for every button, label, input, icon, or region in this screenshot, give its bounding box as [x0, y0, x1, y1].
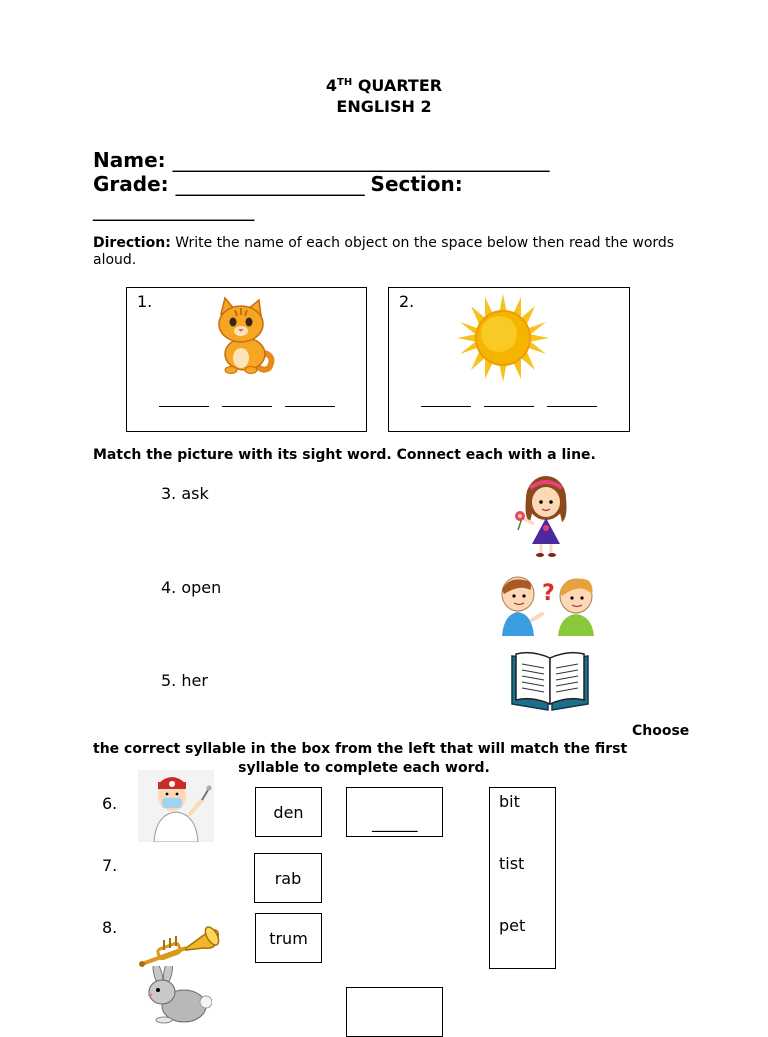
- answer-blank[interactable]: [421, 406, 471, 407]
- picture-box-2: [388, 287, 630, 432]
- grade-line[interactable]: _____________________: [175, 172, 364, 196]
- match-item-5: [161, 671, 208, 690]
- trumpet-icon: [138, 924, 222, 968]
- match-number: 4.: [161, 578, 177, 597]
- name-label: Name:: [93, 148, 166, 172]
- answer-box[interactable]: [346, 987, 443, 1037]
- picture-box-number: 1.: [137, 292, 153, 311]
- name-line[interactable]: __________________________________________: [172, 148, 549, 172]
- match-number: 3.: [161, 484, 177, 503]
- section-line[interactable]: [93, 197, 253, 221]
- syllable-row-number: 7.: [102, 856, 118, 875]
- syllable-choice: pet: [499, 916, 526, 935]
- answer-box[interactable]: [346, 787, 443, 837]
- quarter-number: 4: [325, 76, 338, 95]
- answer-blank[interactable]: [547, 406, 597, 407]
- name-row: [93, 148, 549, 172]
- syllable-first-box: [255, 787, 322, 837]
- answer-blank[interactable]: [159, 406, 209, 407]
- answer-blank[interactable]: [285, 406, 335, 407]
- section-label: Section:: [370, 172, 463, 196]
- match-item-4: [161, 578, 221, 597]
- syllable-first-text: trum: [269, 928, 308, 948]
- cat-icon: [211, 296, 281, 374]
- picture-box-1: [126, 287, 367, 432]
- choose-word: Choose: [632, 723, 690, 739]
- syllable-first-box: [254, 853, 322, 903]
- match-number: 5.: [161, 671, 177, 690]
- sun-icon: [457, 294, 549, 382]
- syllable-choices-box: [489, 787, 556, 969]
- syllable-instruction-line1: the correct syllable in the box from the left that will match the first: [93, 741, 628, 757]
- direction-body: Write the name of each object on the space below then read the words aloud.: [93, 235, 675, 268]
- syllable-first-text: rab: [274, 868, 302, 888]
- grade-row: [93, 172, 463, 196]
- match-item-3: [161, 484, 209, 503]
- dentist-icon: [138, 770, 214, 842]
- answer-blank[interactable]: [484, 406, 534, 407]
- match-word: ask: [181, 484, 209, 503]
- answer-blank[interactable]: [222, 406, 272, 407]
- syllable-first-box: [255, 913, 322, 963]
- syllable-first-text: den: [273, 802, 304, 822]
- syllable-row-number: 6.: [102, 794, 118, 813]
- picture-box-number: 2.: [399, 292, 415, 311]
- quarter-superscript: TH: [337, 77, 353, 88]
- svg-text:?: ?: [542, 581, 555, 606]
- match-word: her: [181, 671, 208, 690]
- rabbit-icon: [140, 966, 212, 1024]
- match-word: open: [181, 578, 222, 597]
- quarter-word: QUARTER: [357, 76, 443, 95]
- syllable-choice: bit: [499, 792, 520, 811]
- quarter-heading: [0, 76, 768, 95]
- open-book-icon: [508, 648, 592, 712]
- direction-label: Direction:: [93, 235, 171, 251]
- syllable-instruction-line2: syllable to complete each word.: [238, 760, 490, 776]
- direction-text: [93, 235, 703, 269]
- match-instruction: Match the picture with its sight word. Connect each with a line.: [93, 447, 596, 463]
- grade-label: Grade:: [93, 172, 169, 196]
- girl-icon: [510, 474, 576, 558]
- section-line-text: __________________: [93, 197, 254, 221]
- boys-asking-icon: [496, 572, 604, 636]
- syllable-row-number: 8.: [102, 918, 118, 937]
- subject-heading: ENGLISH 2: [336, 97, 432, 116]
- answer-line[interactable]: ______: [372, 813, 417, 832]
- syllable-choice: tist: [499, 854, 525, 873]
